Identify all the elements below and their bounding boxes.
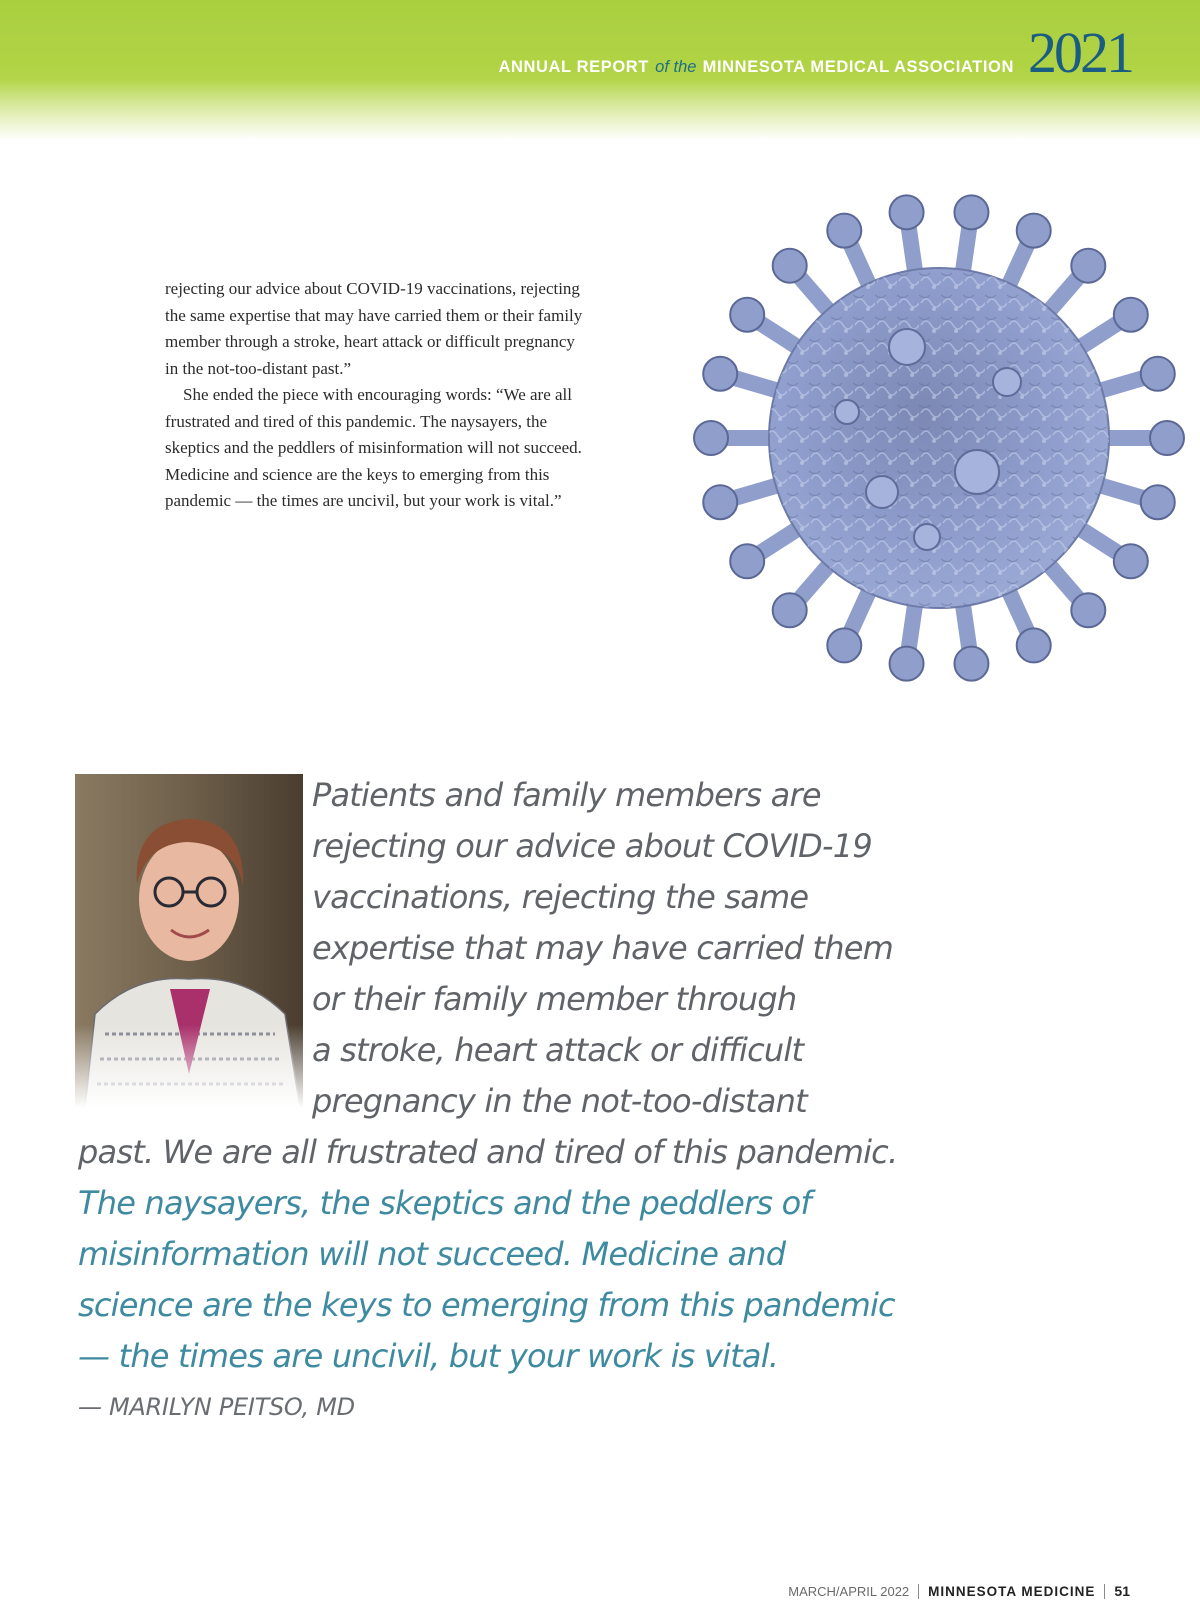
footer-issue: MARCH/APRIL 2022 <box>788 1583 910 1599</box>
quote-highlight-line: science are the keys to emerging from this pandemic <box>78 1286 895 1324</box>
quote-line: a stroke, heart attack or difficult <box>312 1031 804 1069</box>
quote-line: expertise that may have carried them <box>312 929 893 967</box>
virus-spike-head <box>694 421 728 455</box>
body-paragraph-1: rejecting our advice about COVID-19 vaccinations, rejecting the same expertise that may have carried them or their family member through a stroke, heart attack or difficult pregnancy in the not-too-distant past.” <box>165 279 583 378</box>
quote-line: rejecting our advice about COVID-19 <box>312 827 872 865</box>
virus-spike-head <box>1141 485 1175 519</box>
quote-attribution: — MARILYN PEITSO, MD <box>78 1393 355 1421</box>
virus-spike-head <box>1141 357 1175 391</box>
pull-quote <box>78 770 918 1382</box>
quote-highlight-line: — the times are uncivil, but your work is vital. <box>78 1337 779 1375</box>
virus-spike-head <box>773 593 807 627</box>
virus-spike-head <box>1114 298 1148 332</box>
quote-line: Patients and family members are <box>312 776 821 814</box>
report-year: 2021 <box>1028 20 1132 85</box>
virus-spike-head <box>890 647 924 681</box>
virus-spike-head <box>1017 214 1051 248</box>
quote-highlight-line: misinformation will not succeed. Medicine and <box>78 1235 786 1273</box>
virus-texture <box>769 268 1109 608</box>
virus-spike-head <box>1071 593 1105 627</box>
virus-spike-head <box>827 214 861 248</box>
report-title-of-the: of the <box>655 58 697 76</box>
footer-divider <box>918 1584 919 1599</box>
virus-spike-head <box>954 647 988 681</box>
page-number: 51 <box>1114 1583 1130 1599</box>
page-footer <box>788 1583 1130 1599</box>
virus-spike-head <box>730 544 764 578</box>
report-title <box>498 58 1014 77</box>
virus-spike-head <box>773 249 807 283</box>
article-body <box>165 276 585 515</box>
quote-line: past. We are all frustrated and tired of this pandemic. <box>78 1133 898 1171</box>
virus-spike-head <box>954 195 988 229</box>
virus-spike-head <box>703 357 737 391</box>
footer-divider <box>1104 1584 1105 1599</box>
virus-spike-head <box>730 298 764 332</box>
coronavirus-illustration <box>677 182 1200 696</box>
virus-spike-head <box>1071 249 1105 283</box>
body-paragraph-2: She ended the piece with encouraging words: “We are all frustrated and tired of this pandemic. The naysayers, the skeptics and the peddlers of misinformation will not succeed. Medicine and science are the keys to emerging from this pandemic — the times are uncivil, but your work is vital.” <box>165 385 582 510</box>
footer-magazine: MINNESOTA MEDICINE <box>928 1583 1096 1599</box>
virus-spike-head <box>703 485 737 519</box>
virus-spike-head <box>1150 421 1184 455</box>
quote-line: vaccinations, rejecting the same <box>312 878 809 916</box>
virus-spike-head <box>1017 628 1051 662</box>
report-title-part2: MINNESOTA MEDICAL ASSOCIATION <box>702 58 1014 76</box>
quote-highlight-line: The naysayers, the skeptics and the peddlers of <box>78 1184 811 1222</box>
virus-spike-head <box>827 628 861 662</box>
quote-line: pregnancy in the not-too-distant <box>312 1082 807 1120</box>
header-banner <box>0 0 1200 140</box>
quote-line: or their family member through <box>312 980 797 1018</box>
virus-spike-head <box>1114 544 1148 578</box>
report-title-part1: ANNUAL REPORT <box>498 58 649 76</box>
virus-spike-head <box>890 195 924 229</box>
